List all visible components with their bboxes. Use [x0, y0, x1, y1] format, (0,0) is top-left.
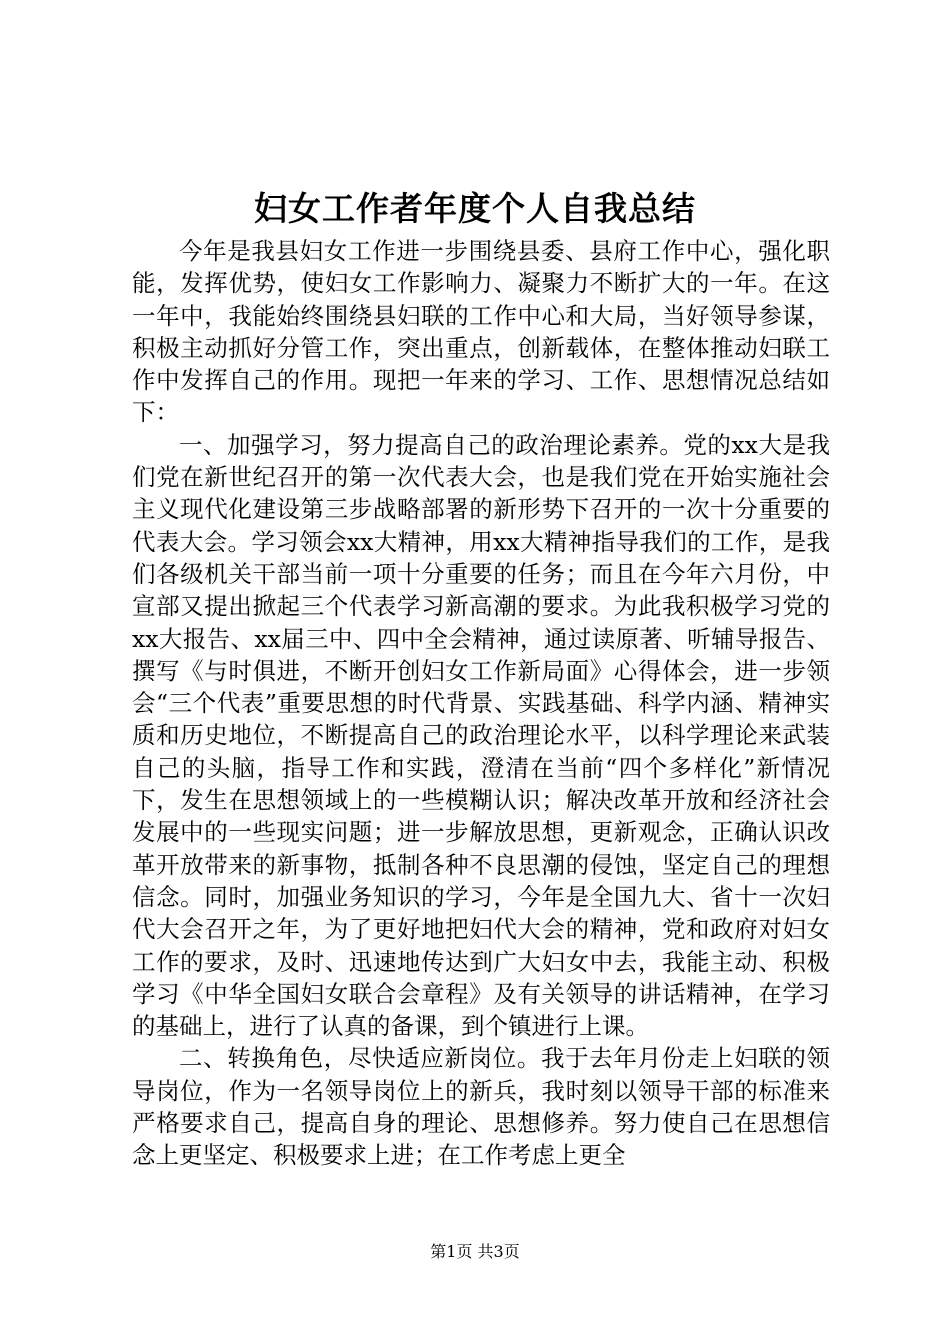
document-title: 妇女工作者年度个人自我总结	[254, 189, 696, 228]
page-footer: 第1页 共3页	[430, 1242, 520, 1261]
paragraph-section-2: 二、转换角色，尽快适应新岗位。我于去年月份走上妇联的领导岗位，作为一名领导岗位上的新兵，我时刻以领导干部的标准来严格要求自己，提高自身的理论、思想修养。努力使自己在思想信念上更坚定、积极要求上进；在工作考虑上更全	[132, 1044, 830, 1170]
paragraph-intro: 今年是我县妇女工作进一步围绕县委、县府工作中心，强化职能，发挥优势，使妇女工作影响力、凝聚力不断扩大的一年。在这一年中，我能始终围绕县妇联的工作中心和大局，当好领导参谋，积极主动抓好分管工作，突出重点，创新载体，在整体推动妇联工作中发挥自己的作用。现把一年来的学习、工作、思想情况总结如下：	[132, 237, 830, 427]
document-body	[132, 235, 830, 1172]
paragraph-section-1: 一、加强学习，努力提高自己的政治理论素养。党的xx大是我们党在新世纪召开的第一次代表大会，也是我们党在开始实施社会主义现代化建设第三步战略部署的新形势下召开的一次十分重要的代表大会。学习领会xx大精神，用xx大精神指导我们的工作，是我们各级机关干部当前一项十分重要的任务；而且在今年六月份，中宣部又提出掀起三个代表学习新高潮的要求。为此我积极学习党的xx大报告、xx届三中、四中全会精神，通过读原著、听辅导报告、撰写《与时俱进，不断开创妇女工作新局面》心得体会，进一步领会“三个代表”重要思想的时代背景、实践基础、科学内涵、精神实质和历史地位，不断提高自己的政治理论水平，以科学理论来武装自己的头脑，指导工作和实践，澄清在当前“四个多样化”新情况下，发生在思想领域上的一些模糊认识；解决改革开放和经济社会发展中的一些现实问题；进一步解放思想，更新观念，正确认识改革开放带来的新事物，抵制各种不良思潮的侵蚀，坚定自己的理想信念。同时，加强业务知识的学习，今年是全国九大、省十一次妇代大会召开之年，为了更好地把妇代大会的精神，党和政府对妇女工作的要求，及时、迅速地传达到广大妇女中去，我能主动、积极学习《中华全国妇女联合会章程》及有关领导的讲话精神，在学习的基础上，进行了认真的备课，到个镇进行上课。	[132, 430, 830, 1041]
